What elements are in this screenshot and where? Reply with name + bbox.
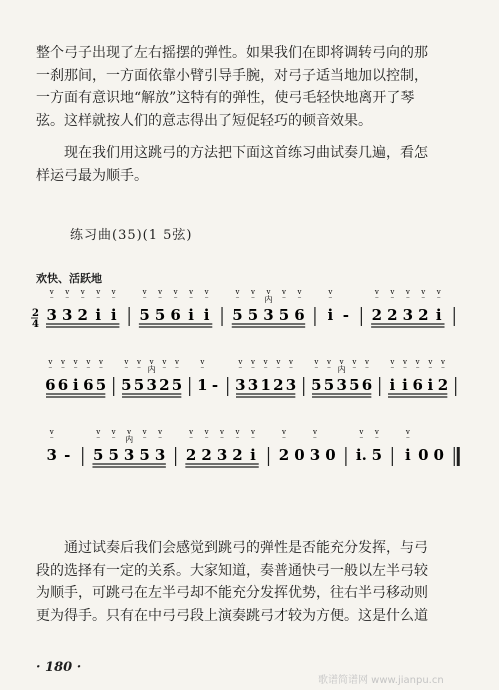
note: 2	[371, 306, 383, 324]
bowing-mark: ⁻	[48, 365, 53, 374]
note: -	[342, 306, 350, 324]
note: 3	[46, 306, 57, 324]
note: 2	[185, 446, 197, 464]
note: 2	[159, 376, 170, 394]
staccato-mark: v	[403, 358, 407, 366]
bowing-mark: ⁻	[65, 295, 70, 304]
note: 2	[418, 306, 429, 324]
bowing-mark: ⁻	[86, 365, 91, 374]
staccato-mark: v	[142, 288, 147, 296]
staccato-mark: v	[405, 288, 410, 296]
staccato-mark: v	[251, 288, 255, 296]
note: 6	[361, 376, 373, 394]
staccato-mark: v	[96, 428, 101, 436]
staccato-mark: v	[86, 358, 91, 366]
bowing-mark: ⁻	[312, 435, 318, 444]
staccato-mark: v	[142, 428, 147, 436]
note: 5	[139, 306, 150, 324]
bowing-mark: ⁻	[238, 365, 243, 374]
bowing-mark: ⁻	[174, 365, 180, 374]
note: -	[64, 446, 71, 464]
bowing-mark: ⁻	[96, 435, 101, 444]
bowing-mark: ⁻	[188, 295, 194, 304]
text-line: 一方面有意识地“解放”这特有的弹性，使弓毛轻快地离开了琴	[36, 90, 415, 107]
staccato-mark: v	[374, 428, 379, 436]
note: 5	[232, 306, 243, 324]
bowing-mark: ⁻	[421, 295, 426, 304]
bowing-mark: ⁻	[219, 435, 225, 444]
bowing-mark: ⁻	[111, 295, 116, 304]
staccato-mark: v	[204, 288, 209, 296]
note: i	[72, 376, 79, 394]
bowing-mark: ⁻	[204, 435, 209, 444]
music-score	[0, 280, 499, 525]
staccato-mark: v	[436, 288, 441, 296]
bowing-mark: ⁻	[73, 365, 78, 374]
bowing-mark: ⁻	[352, 365, 357, 374]
bowing-mark: ⁻	[405, 295, 410, 304]
staccato-mark: v	[276, 358, 281, 366]
staccato-mark: v	[359, 428, 364, 436]
note: 5	[371, 446, 383, 464]
note: 0	[325, 446, 336, 464]
bowing-mark: ⁻	[235, 435, 240, 444]
note: 0	[418, 446, 429, 464]
note: 2	[437, 376, 449, 394]
page-number: · 180 ·	[36, 660, 82, 675]
bowing-mark: ⁻	[263, 365, 268, 374]
staccato-mark: v	[312, 428, 317, 436]
bowing-mark: ⁻	[124, 365, 129, 374]
staccato-mark: v	[441, 358, 445, 366]
note: 0	[294, 446, 305, 464]
bowing-mark: ⁻	[173, 295, 178, 304]
staccato-mark: v	[49, 288, 54, 296]
tempo-marking: 欢快、活跃地	[36, 272, 102, 285]
note: 5	[311, 376, 322, 394]
staccato-mark: v	[428, 358, 433, 366]
staccato-mark: v	[111, 428, 116, 436]
staccato-mark: v	[328, 288, 333, 296]
bowing-mark: ⁻	[235, 295, 240, 304]
note: 3	[154, 446, 166, 464]
note: i	[95, 306, 102, 324]
text-line: 样运弓最为顺手。	[36, 167, 148, 184]
bowing-mark: ⁻	[281, 295, 287, 304]
note: 5	[139, 446, 150, 464]
note: 5	[171, 376, 183, 394]
staccato-mark: v	[189, 428, 194, 436]
staccato-mark: v	[149, 358, 154, 366]
note: 5	[92, 446, 104, 464]
bowing-mark: ⁻	[157, 295, 163, 304]
staccato-mark: v	[352, 358, 357, 366]
staccato-mark: v	[365, 358, 369, 366]
staccato-mark: v	[96, 288, 101, 296]
bowing-mark: ⁻	[314, 365, 319, 374]
note: 6	[83, 376, 94, 394]
note: 3	[216, 446, 228, 464]
staccato-mark: v	[266, 288, 271, 296]
note: 3	[263, 306, 274, 324]
staccato-mark: v	[80, 288, 85, 296]
note: 2	[232, 446, 243, 464]
text-line: 段的选择有一定的关系。大家知道，奏普通快弓一般以左半弓较	[36, 562, 428, 579]
note: 5	[278, 306, 290, 324]
staccato-mark: v	[314, 358, 319, 366]
bowing-mark: ⁻	[328, 295, 333, 304]
staccato-mark: v	[124, 358, 129, 366]
note: i	[404, 446, 411, 464]
note: 3	[146, 376, 157, 394]
note: 5	[133, 376, 145, 394]
bowing-mark: ⁻	[49, 295, 54, 304]
note: 3	[247, 376, 259, 394]
staccato-mark: v	[220, 428, 225, 436]
note: 6	[170, 306, 181, 324]
note: -	[211, 376, 219, 394]
note: 1	[197, 376, 208, 394]
staccato-mark: v	[263, 358, 268, 366]
bowing-mark: ⁻	[204, 295, 209, 304]
staccato-mark: v	[281, 428, 286, 436]
bowing-mark: ⁻	[98, 365, 104, 374]
bowing-mark: ⁻	[142, 435, 147, 444]
note: 3	[62, 306, 73, 324]
note: i	[203, 306, 210, 324]
note: 5	[121, 376, 132, 394]
staccato-mark: v	[162, 358, 167, 366]
staccato-mark: v	[339, 358, 344, 366]
note: 2	[201, 446, 212, 464]
note: i.	[355, 446, 367, 464]
staccato-mark: v	[327, 358, 331, 366]
staccato-mark: v	[65, 288, 70, 296]
bowing-mark: ⁻	[281, 435, 287, 444]
staccato-mark: v	[204, 428, 209, 436]
bowing-mark: ⁻	[60, 365, 66, 374]
note: 1	[260, 376, 271, 394]
time-signature-bottom: 4	[32, 319, 39, 330]
staccato-mark: v	[405, 428, 410, 436]
note: 3	[285, 376, 297, 394]
bowing-mark: ⁻	[436, 295, 441, 304]
staccato-mark: v	[200, 358, 205, 366]
bowing-mark: 内	[337, 365, 346, 374]
staccato-mark: v	[175, 358, 179, 366]
staccato-mark: v	[158, 428, 163, 436]
note: 6	[294, 306, 305, 324]
bowing-mark: 内	[125, 435, 134, 444]
staccato-mark: v	[390, 358, 395, 366]
note: 6	[412, 376, 423, 394]
bowing-mark: ⁻	[80, 295, 85, 304]
bowing-mark: ⁻	[364, 365, 370, 374]
note: 3	[123, 446, 135, 464]
staccato-mark: v	[111, 288, 116, 296]
staccato-mark: v	[238, 358, 243, 366]
text-line: 现在我们用这跳弓的方法把下面这首练习曲试奏几遍，看怎	[64, 145, 428, 161]
note: 5	[154, 306, 166, 324]
note: i	[250, 446, 256, 464]
staccato-mark: v	[415, 358, 420, 366]
bowing-mark: ⁻	[142, 295, 147, 304]
bowing-mark: ⁻	[288, 365, 294, 374]
bowing-mark: ⁻	[390, 295, 395, 304]
bowing-mark: ⁻	[390, 365, 395, 374]
note: 5	[247, 306, 259, 324]
staccato-mark: v	[189, 288, 194, 296]
note: i	[427, 376, 434, 394]
staccato-mark: v	[73, 358, 78, 366]
staccato-mark: v	[48, 358, 53, 366]
bowing-mark: ⁻	[428, 365, 433, 374]
text-line: 弦。这样就按人们的意志得出了短促轻巧的顿音效果。	[36, 112, 372, 129]
staccato-mark: v	[49, 428, 54, 436]
paragraph-1	[36, 42, 466, 132]
bowing-mark: ⁻	[162, 365, 167, 374]
text-line: 更为得手。只有在中弓弓段上演奏跳弓才较为方便。这是什么道	[36, 607, 428, 624]
bowing-mark: ⁻	[250, 435, 256, 444]
staccato-mark: v	[61, 358, 65, 366]
note: 5	[108, 446, 119, 464]
staccato-mark: v	[390, 288, 395, 296]
note: 6	[57, 376, 69, 394]
bowing-mark: ⁻	[440, 365, 446, 374]
bowing-mark: ⁻	[157, 435, 163, 444]
bowing-mark: 内	[147, 365, 156, 374]
bowing-mark: ⁻	[200, 365, 205, 374]
staccato-mark: v	[127, 428, 132, 436]
text-line: 为顺手，可跳弓在左半弓却不能充分发挥优势，往右半弓移动则	[36, 585, 428, 602]
note: 5	[349, 376, 360, 394]
note: i	[402, 376, 408, 394]
bowing-mark: ⁻	[297, 295, 302, 304]
note: 3	[309, 446, 321, 464]
staccato-mark: v	[251, 428, 255, 436]
note: 2	[387, 306, 398, 324]
bowing-mark: ⁻	[374, 295, 379, 304]
note: 5	[95, 376, 107, 394]
bowing-mark: ⁻	[402, 365, 408, 374]
note: i	[327, 306, 334, 324]
note: i	[435, 306, 442, 324]
staccato-mark: v	[421, 288, 426, 296]
note: i	[110, 306, 117, 324]
note: 3	[235, 376, 246, 394]
bowing-mark: ⁻	[188, 435, 194, 444]
staccato-mark: v	[158, 288, 163, 296]
bowing-mark: ⁻	[359, 435, 364, 444]
paragraph-2	[36, 142, 466, 187]
text-line: 一刹那间，一方面依靠小臂引导手腕，对弓子适当地加以控制，	[36, 67, 428, 84]
bowing-mark: ⁻	[96, 295, 101, 304]
staccato-mark: v	[374, 288, 379, 296]
note: 3	[336, 376, 347, 394]
bowing-mark: ⁻	[111, 435, 116, 444]
staccato-mark: v	[235, 428, 240, 436]
bowing-mark: 内	[264, 295, 273, 304]
bowing-mark: ⁻	[405, 435, 410, 444]
text-line: 整个弓子出现了左右摇摆的弹性。如果我们在即将调转弓向的那	[36, 45, 428, 61]
bowing-mark: ⁻	[136, 365, 142, 374]
etude-title: 练习曲(35)(1 5弦)	[70, 228, 193, 243]
note: 2	[273, 376, 284, 394]
staccato-mark: v	[281, 288, 286, 296]
text-line: 通过试奏后我们会感觉到跳弓的弹性是否能充分发挥，与弓	[64, 540, 428, 556]
note: 2	[77, 306, 88, 324]
staccato-mark: v	[137, 358, 141, 366]
staccato-mark: v	[99, 358, 103, 366]
note: 0	[433, 446, 444, 464]
note: i	[389, 376, 396, 394]
bowing-mark: ⁻	[374, 435, 379, 444]
staccato-mark: v	[235, 288, 240, 296]
bowing-mark: ⁻	[250, 295, 256, 304]
note: 5	[323, 376, 335, 394]
staccato-mark: v	[251, 358, 255, 366]
bowing-mark: ⁻	[415, 365, 420, 374]
staccato-mark: v	[173, 288, 178, 296]
bowing-mark: ⁻	[49, 435, 54, 444]
staccato-mark: v	[289, 358, 293, 366]
staccato-mark: v	[297, 288, 302, 296]
note: 3	[402, 306, 414, 324]
note: 2	[278, 446, 290, 464]
bowing-mark: ⁻	[326, 365, 332, 374]
bowing-mark: ⁻	[250, 365, 256, 374]
time-signature-top: 2	[32, 308, 39, 319]
note: 3	[46, 446, 57, 464]
bowing-mark: ⁻	[276, 365, 281, 374]
note: i	[188, 306, 194, 324]
paragraph-3	[36, 537, 466, 627]
note: 6	[45, 376, 56, 394]
watermark: 歌谱简谱网 www.jianpu.cn	[318, 675, 444, 686]
